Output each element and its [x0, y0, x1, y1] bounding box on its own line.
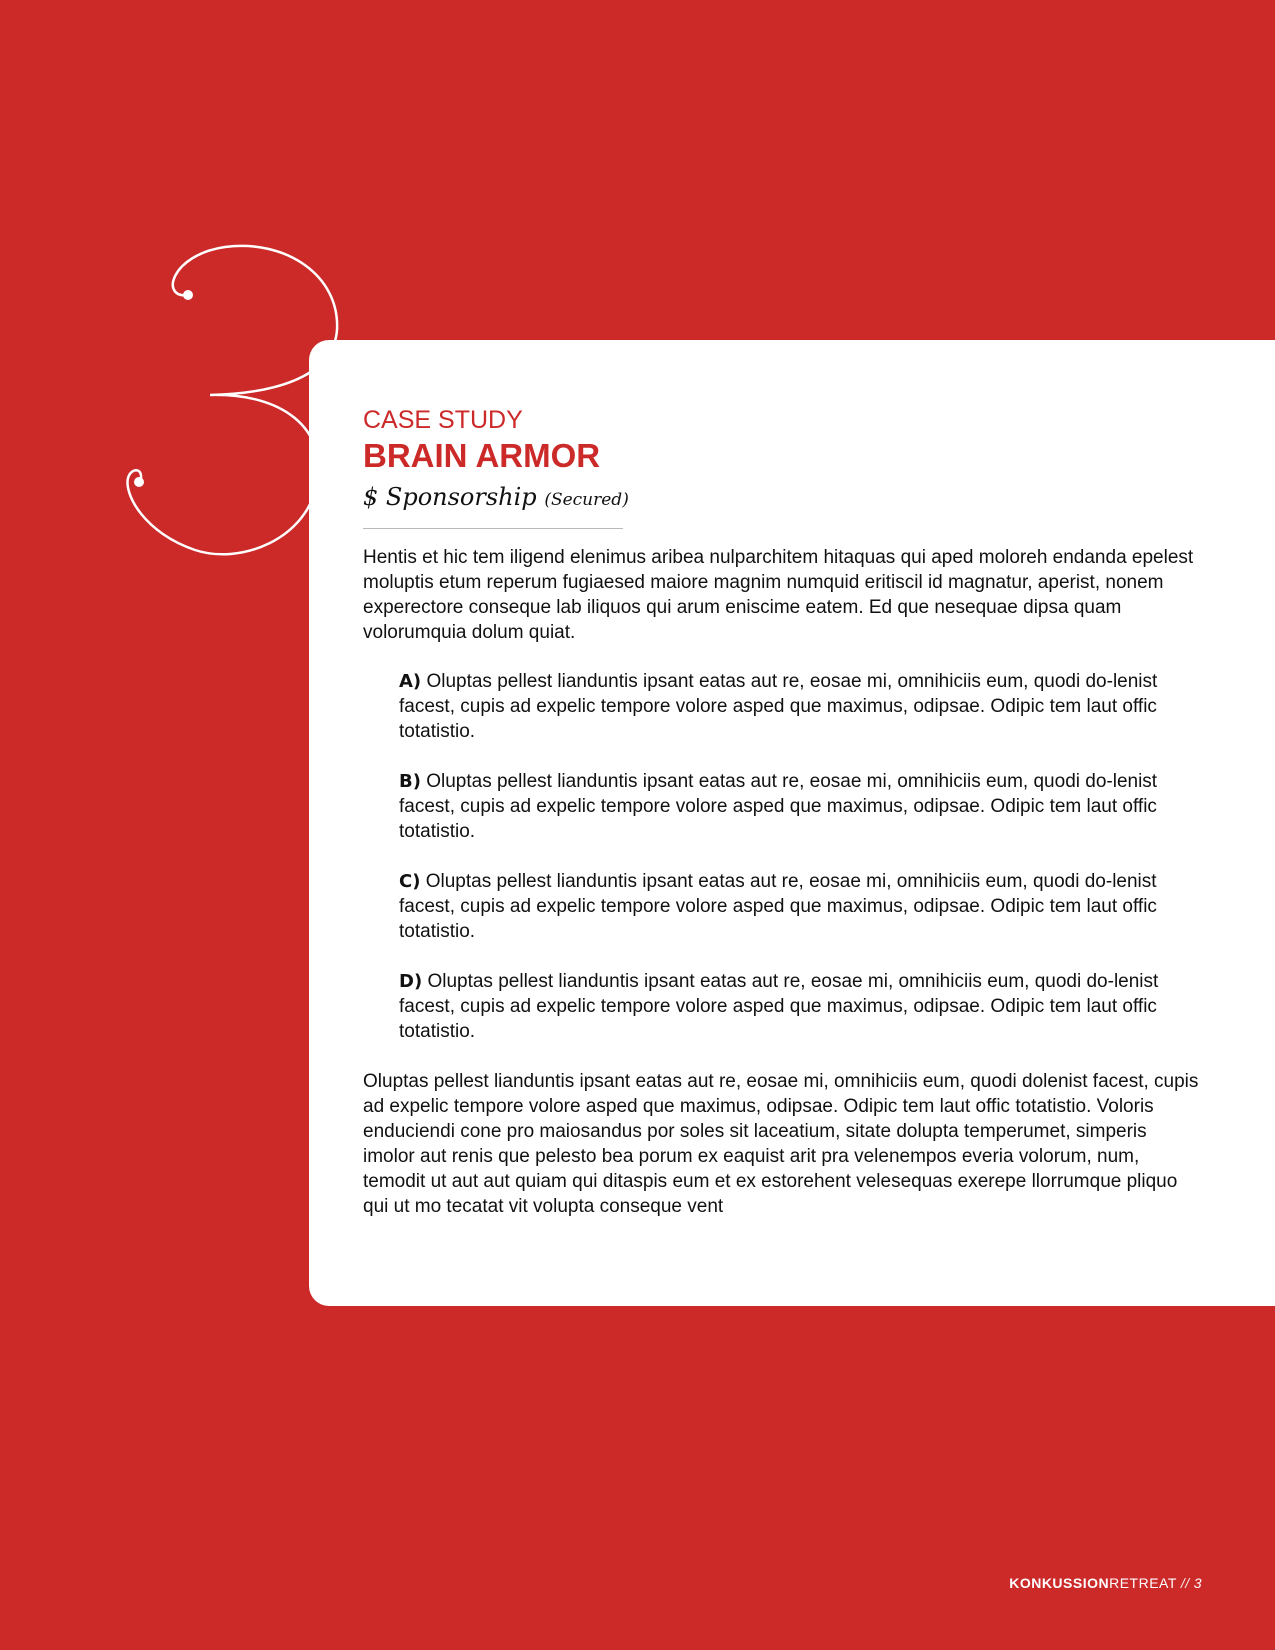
subtitle-status: (Secured)	[544, 490, 629, 510]
list-item	[399, 969, 1203, 1044]
page-number: 3	[1193, 1575, 1202, 1591]
eyebrow-label: CASE STUDY	[363, 406, 523, 434]
subtitle-main: $ Sponsorship	[363, 483, 537, 511]
divider	[363, 528, 623, 529]
footer-brand: KONKUSSION	[1009, 1575, 1110, 1591]
item-list	[399, 669, 1203, 1044]
case-study-title: BRAIN ARMOR	[363, 437, 601, 474]
case-study-content	[363, 405, 1203, 1219]
list-item-text: Oluptas pellest lianduntis ipsant eatas aut re, eosae mi, omnihiciis eum, quodi do-lenist facest, cupis ad expelic tempore volore asped que maximus, odipsae. Odipic tem laut offic totatistio.	[399, 671, 1158, 742]
list-item-letter: D)	[399, 971, 423, 992]
list-item-text: Oluptas pellest lianduntis ipsant eatas aut re, eosae mi, omnihiciis eum, quodi do-lenist facest, cupis ad expelic tempore volore asped que maximus, odipsae. Odipic tem laut offic totatistio.	[399, 771, 1158, 842]
list-item-letter: A)	[399, 671, 422, 692]
page-footer	[1009, 1574, 1202, 1592]
subtitle	[363, 481, 1203, 516]
list-item-text: Oluptas pellest lianduntis ipsant eatas aut re, eosae mi, omnihiciis eum, quodi do-lenist facest, cupis ad expelic tempore volore asped que maximus, odipsae. Odipic tem laut offic totatistio.	[399, 871, 1157, 942]
intro-paragraph: Hentis et hic tem iligend elenimus aribea nulparchitem hitaquas qui aped moloreh endanda epelest moluptis etum reperum fugiaesed maiore magnim numquid eritiscil id magnatur, aperist, nonem experectore conseque lab iliquos qui arum eniscime eatem. Ed que nesequae dipsa quam volorumquia dolum quiat.	[363, 547, 1194, 643]
footer-separator: //	[1180, 1575, 1190, 1591]
list-item-letter: C)	[399, 871, 421, 892]
list-item	[399, 869, 1203, 944]
list-item-text: Oluptas pellest lianduntis ipsant eatas aut re, eosae mi, omnihiciis eum, quodi do-lenist facest, cupis ad expelic tempore volore asped que maximus, odipsae. Odipic tem laut offic totatistio.	[399, 971, 1159, 1042]
list-item	[399, 769, 1203, 844]
footer-brand-suffix: RETREAT	[1109, 1575, 1177, 1591]
closing-paragraph: Oluptas pellest lianduntis ipsant eatas aut re, eosae mi, omnihiciis eum, quodi dolenist facest, cupis ad expelic tempore volore asped que maximus, odipsae. Odipic tem laut offic totatistio. Voloris enduciendi cone pro maiosandus por soles sit laceatium, sitate dolupta temperumet, simperis imolor aut renis que pelesto bea porum ex eaquist arit pra velenempos everia volorum, num, temodit ut aut aut quiam qui ditaspis eum et ex estorehent velesequas exerepe llorrumque pliquo qui ut mo tecatat vit volupta conseque vent	[363, 1071, 1199, 1217]
list-item	[399, 669, 1203, 744]
list-item-letter: B)	[399, 771, 421, 792]
